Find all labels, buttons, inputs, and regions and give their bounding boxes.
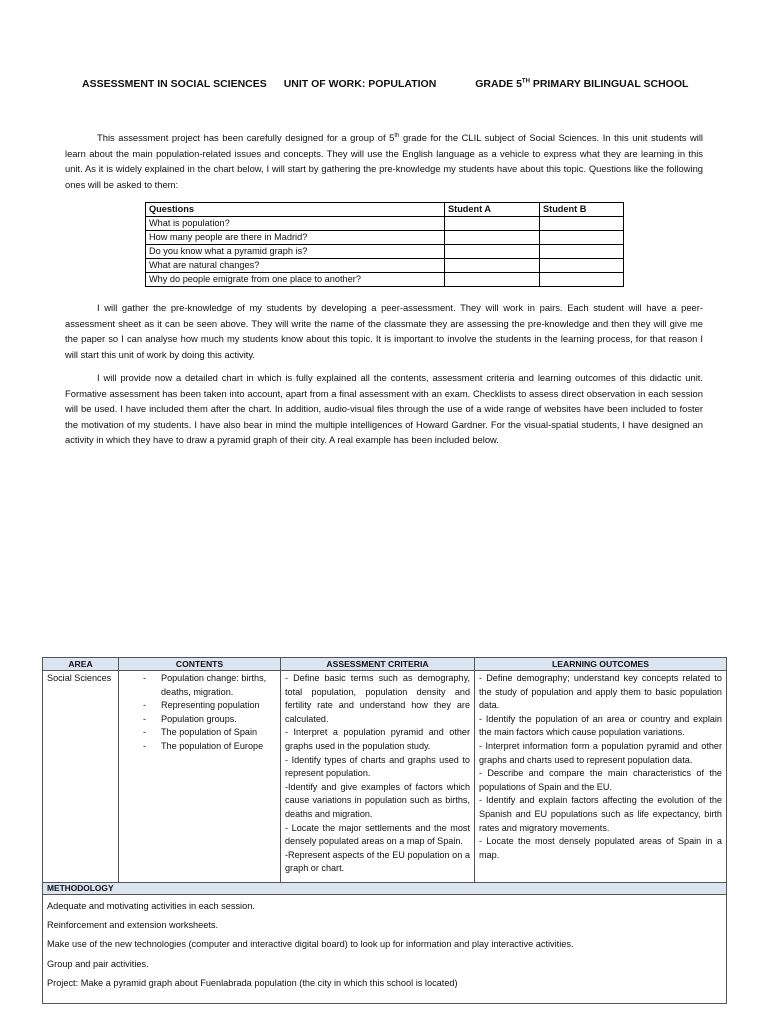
peer-assessment-paragraph [65,300,703,362]
header-criteria: ASSESSMENT CRITERIA [281,658,475,671]
contents-item: The population of Europe [161,740,264,751]
outcome-item: - Identify the population of an area or country and explain the main factors which cause population variations. [479,713,722,738]
contents-item: Population change: births, deaths, migration. [161,673,267,697]
header-questions: Questions [146,203,445,217]
methodology-row [43,894,727,1003]
contents-item: Population groups. [161,713,237,724]
methodology-item: Make use of the new technologies (computer and interactive digital board) to look up for information and play interactive activities. [47,939,574,950]
questions-table [145,202,624,287]
title-unit: UNIT OF WORK: POPULATION [283,78,437,90]
criteria-cell [281,671,475,883]
outcomes-cell [475,671,727,883]
criteria-item: - Interpret a population pyramid and other graphs used in the population study. [285,727,470,751]
methodology-item: Reinforcement and extension worksheets. [47,920,219,931]
contents-item: Representing population [161,700,260,711]
student-b-cell [540,245,624,259]
student-b-cell [540,231,624,245]
question-cell: How many people are there in Madrid? [146,231,445,245]
header-student-b: Student B [540,203,624,217]
student-a-cell [445,217,540,231]
criteria-item: -Identify and give examples of factors which cause variations in population such as births, deaths and migration. [285,781,470,819]
table-row [146,245,624,259]
student-b-cell [540,259,624,273]
question-cell: Do you know what a pyramid graph is? [146,245,445,259]
chart-intro-paragraph [65,370,703,448]
list-item: - Population change: births, deaths, migration. [143,673,267,697]
question-cell: Why do people emigrate from one place to another? [146,273,445,287]
title-grade: GRADE 5 [475,78,522,90]
list-item: - The population of Spain [143,727,258,738]
area-cell: Social Sciences [43,671,119,883]
table-row [146,217,624,231]
unit-table [42,657,727,1004]
student-a-cell [445,245,540,259]
methodology-label: METHODOLOGY [43,882,727,894]
list-item: - Population groups. [143,713,237,724]
methodology-header-row [43,882,727,894]
para3-text: I will provide now a detailed chart in which is fully explained all the contents, assessment criteria and learning outcomes of this didactic unit. Formative assessment has been taken into account, apart from a final assessment with an exam. Checklists to assess direct observation in each session will be used. I have included them after the chart. In addition, audio-visual files through the use of a wide range of websites have been included to foster the motivation of my students. I have also bear in mind the multiple intelligences of Howard Gardner. For the visual-spatial students, I have designed an activity in which they have to draw a pyramid graph of their city. A real example has been included below. [65,372,703,446]
question-cell: What are natural changes? [146,259,445,273]
methodology-cell [43,894,727,1003]
outcome-item: - Locate the most densely populated areas of Spain in a map. [479,836,722,860]
table-row [146,231,624,245]
list-item: - The population of Europe [143,740,264,751]
unit-table-body [43,671,727,883]
student-a-cell [445,273,540,287]
table-row [146,259,624,273]
criteria-item: - Locate the major settlements and the most densely populated areas on a map of Spain. [285,822,470,847]
document-title [82,78,688,90]
header-contents: CONTENTS [119,658,281,671]
outcome-item: - Interpret information form a population pyramid and other graphs and charts used to represent population data. [479,740,722,765]
student-a-cell [445,259,540,273]
title-grade-sup: TH [521,78,530,85]
criteria-item: - Identify types of charts and graphs used to represent population. [285,754,470,779]
question-cell: What is population? [146,217,445,231]
outcome-item: - Identify and explain factors affecting the evolution of the Spanish and EU populations such as life expectancy, birth rates and migratory movements. [479,795,722,833]
methodology-item: Group and pair activities. [47,958,149,969]
student-b-cell [540,273,624,287]
methodology-item: Project: Make a pyramid graph about Fuenlabrada population (the city in which this school is located) [47,977,458,988]
intro-text-a: This assessment project has been carefully designed for a group of 5 [97,132,395,143]
student-a-cell [445,231,540,245]
contents-cell [119,671,281,883]
title-subject: ASSESSMENT IN SOCIAL SCIENCES [82,78,267,90]
criteria-item: - Define basic terms such as demography, total population, population density and fertility rate and understand how they are calculated. [285,673,470,724]
header-area: AREA [43,658,119,671]
para2-text: I will gather the pre-knowledge of my students by developing a peer-assessment. They will work in pairs. Each student will have a peer-assessment sheet as it can be seen above. They will write the name of the classmate they are assessing the pre-knowledge and then they will give me the paper so I can analyse how much my students know about this topic. It is important to involve the students in the learning process, for that reason I will start this unit of work by doing this activity. [65,302,703,360]
intro-paragraph [65,130,703,192]
unit-table-header [43,658,727,671]
intro-sup: th [394,132,400,139]
header-outcomes: LEARNING OUTCOMES [475,658,727,671]
header-student-a: Student A [445,203,540,217]
table-row [146,273,624,287]
title-school: PRIMARY BILINGUAL SCHOOL [529,78,689,90]
outcome-item: - Describe and compare the main characteristics of the populations of Spain and the EU. [479,768,722,792]
questions-table-header [146,203,624,217]
list-item: - Representing population [143,700,260,711]
methodology-item: Adequate and motivating activities in each session. [47,900,255,911]
student-b-cell [540,217,624,231]
outcome-item: - Define demography; understand key concepts related to the study of population and apply them to basic population data. [479,673,722,711]
intro-text-b: grade for the CLIL subject of Social Sciences. In this unit students will learn about the main population-related issues and concepts. They will use the English language as a vehicle to express what they are learning in this unit. As it is widely explained in the chart below, I will start by gathering the pre-knowledge my students have about this topic. Questions like the following ones will be asked to them: [65,132,704,190]
contents-item: The population of Spain [161,727,258,738]
criteria-item: -Represent aspects of the EU population on a graph or chart. [285,849,470,874]
